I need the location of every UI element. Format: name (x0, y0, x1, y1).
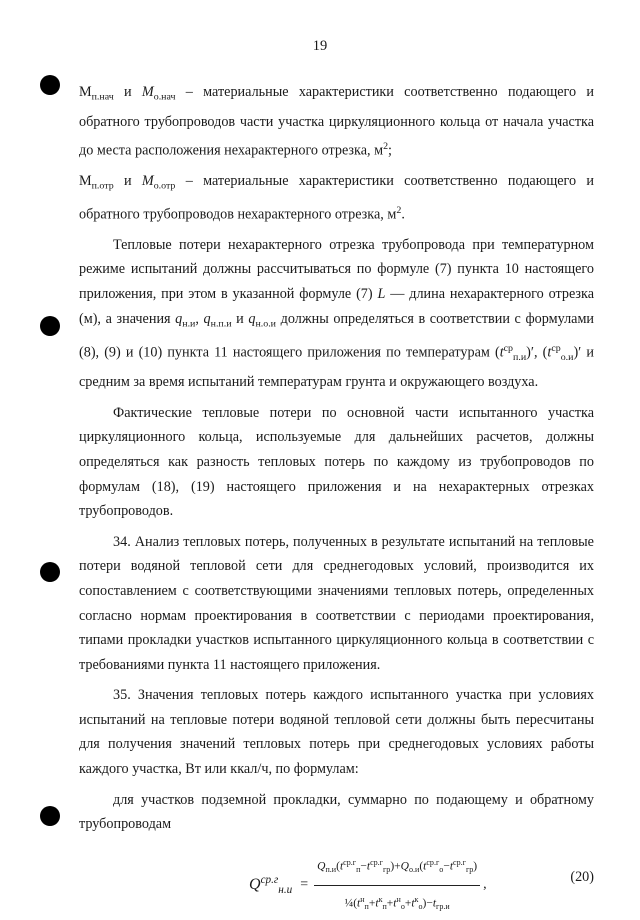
formula-number: (20) (570, 868, 594, 885)
paragraph-definition-otr: $M_{п.отр}$ и $M_{о.отр}$ – материальные характеристики соответственно подающего и обратного трубопроводов нехарактерного отрезка, $м^2$. (79, 172, 595, 223)
paragraph-35: 35. Значения тепловых потерь каждого испытанного участка при условиях испытаний на тепловые потери водяной тепловой сети должны быть пересчитаны для получения значений тепловых потерь при среднегодовых условиях работы каждого участка, Вт или ккал/ч, по формулам: (79, 687, 594, 778)
punch-hole (40, 75, 60, 95)
formula-20 (79, 851, 594, 911)
punch-hole (40, 562, 60, 582)
paragraph-actual-losses: Фактические тепловые потери по основной части испытанного участка циркуляционного кольца, используемые для дальнейших расчетов, должны определяться как разность тепловых потерь по каждому из трубопроводов по формулам (18), (19) настоящего приложения и на нехарактерных отрезках трубопроводов. (79, 404, 594, 520)
document-body (79, 80, 595, 911)
paragraph-underground: для участков подземной прокладки, суммарно по подающему и обратному трубопроводам (79, 791, 594, 833)
formula-expression: $Q^{ср.г}_{н.и}$ = $\frac{Q_{п.и}(t^{ср.г}_п-t^{ср.г}_{гр})+Q_{о.и}(t^{ср.г}_о-t^{ср.г}_{гр})}{\frac{1}{4}(t^н_п+t^к_п+t^н_о+t^к_о)-t_{гр.и}}$ , (249, 851, 487, 920)
punch-hole (40, 316, 60, 336)
page-number: 19 (312, 38, 328, 54)
paragraph-heat-loss-segment: Тепловые потери нехарактерного отрезка трубопровода при температурном режиме испытаний должны рассчитываться по формуле (7) пункта 10 настоящего приложения, при этом в указанной формуле (7) L — длина нехарактерного отрезка (м), а значения $q_{н.и}$, $q_{н.п.и}$ и $q_{н.о.и}$ должны определяться в соответствии с формулами (8), (9) и (10) пункта 11 настоящего приложения по температурам $(t^{ср}_{п.и})'$, $(t^{ср}_{о.и})'$ и средним за время испытаний температурам грунта и окружающего воздуха. (79, 236, 595, 391)
punch-hole (40, 806, 60, 826)
paragraph-definition-start: $M_{п.нач}$ и $M_{о.нач}$ – материальные характеристики соответственно подающего и обратного трубопроводов части участка циркуляционного кольца от начала участка до места расположения нехарактерного отрезка, $м^2$; (79, 84, 594, 159)
paragraph-34: 34. Анализ тепловых потерь, полученных в результате испытаний на тепловые потери водяной тепловой сети для среднегодовых условий, производится их сопоставлением с соответствующими значениями тепловых потерь, определенных согласно нормам проектирования в соответствии с периодами проектирования, типами прокладки участков испытанного циркуляционного кольца в соответствии с требованиями пункта 11 настоящего приложения. (79, 533, 594, 673)
